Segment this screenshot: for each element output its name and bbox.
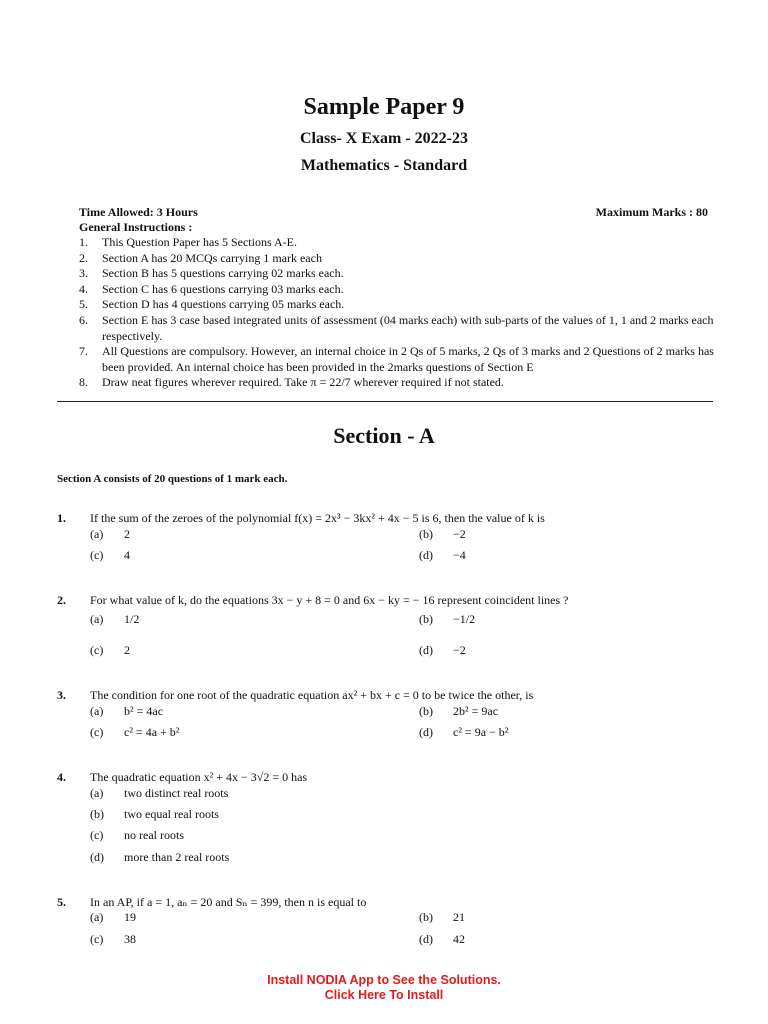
class-exam-subtitle: Class- X Exam - 2022-23 xyxy=(300,130,468,147)
option-label: (a) xyxy=(90,910,104,924)
paper-title: Sample Paper 9 xyxy=(303,94,465,120)
option-d xyxy=(419,725,508,740)
option-text: 42 xyxy=(453,932,465,946)
option-c xyxy=(90,828,184,843)
option-label: (a) xyxy=(90,786,104,800)
option-b xyxy=(419,612,475,627)
option-label: (d) xyxy=(419,932,433,946)
option-text: −4 xyxy=(453,548,466,562)
option-text: 4 xyxy=(124,548,130,562)
instruction-number: 1. xyxy=(79,235,88,249)
option-label: (b) xyxy=(419,527,433,541)
instruction-text: Section A has 20 MCQs carrying 1 mark each xyxy=(102,250,322,265)
option-a xyxy=(90,704,163,719)
instruction-number: 3. xyxy=(79,266,88,281)
question-text: In an AP, if a = 1, aₙ = 20 and Sₙ = 399, then n is equal to xyxy=(90,895,367,909)
question-number: 3. xyxy=(57,688,66,702)
option-text: 38 xyxy=(124,932,136,946)
option-d xyxy=(419,643,466,658)
section-divider xyxy=(57,401,713,402)
question-number: 2. xyxy=(57,593,66,607)
question-text: For what value of k, do the equations 3x − y + 8 = 0 and 6x − ky = − 16 represent coincident lines ? xyxy=(90,593,569,607)
option-text: 19 xyxy=(124,910,136,924)
option-label: (c) xyxy=(90,643,104,657)
option-label: (a) xyxy=(90,704,104,718)
option-label: (d) xyxy=(419,548,433,562)
option-label: (c) xyxy=(90,725,104,739)
option-label: (b) xyxy=(419,612,433,626)
instruction-item xyxy=(79,375,719,391)
question-5 xyxy=(57,895,717,915)
instruction-number: 5. xyxy=(79,297,88,312)
option-b xyxy=(90,807,219,822)
option-text: 2b² = 9ac xyxy=(453,704,499,718)
option-text: c² = 4a + b² xyxy=(124,725,180,739)
instruction-number: 6. xyxy=(79,312,88,327)
question-number: 4. xyxy=(57,770,66,784)
option-d xyxy=(90,850,229,865)
option-text: more than 2 real roots xyxy=(124,850,230,864)
maximum-marks: Maximum Marks : 80 xyxy=(595,205,708,219)
option-a xyxy=(90,527,130,542)
option-label: (d) xyxy=(419,643,433,657)
option-text: −2 xyxy=(453,643,466,657)
instruction-text: Section D has 4 questions carrying 05 marks each. xyxy=(102,297,345,312)
question-number: 5. xyxy=(57,895,66,909)
question-text: If the sum of the zeroes of the polynomial f(x) = 2x³ − 3kx² + 4x − 5 is 6, then the value of k is xyxy=(90,511,545,525)
time-allowed: Time Allowed: 3 Hours xyxy=(79,205,198,219)
instruction-item xyxy=(79,297,719,313)
option-d xyxy=(419,932,465,947)
option-label: (d) xyxy=(90,850,104,864)
option-c xyxy=(90,932,136,947)
option-text: b² = 4ac xyxy=(124,704,164,718)
question-text: The condition for one root of the quadratic equation ax² + bx + c = 0 to be twice the other, is xyxy=(90,688,534,702)
option-text: no real roots xyxy=(124,828,184,842)
option-b xyxy=(419,910,465,925)
instruction-item xyxy=(79,313,719,344)
option-c xyxy=(90,643,130,658)
general-instructions-heading: General Instructions : xyxy=(79,220,193,234)
instruction-number: 2. xyxy=(79,250,88,265)
option-label: (b) xyxy=(419,704,433,718)
section-note: Section A consists of 20 questions of 1 mark each. xyxy=(57,473,288,485)
option-text: two equal real roots xyxy=(124,807,219,821)
install-line-2[interactable]: Click Here To Install xyxy=(324,988,444,1002)
option-label: (d) xyxy=(419,725,433,739)
option-text: −2 xyxy=(453,527,466,541)
instruction-item xyxy=(79,266,719,282)
option-label: (a) xyxy=(90,612,104,626)
question-2 xyxy=(57,593,717,613)
instruction-item xyxy=(79,235,719,251)
option-text: 2 xyxy=(124,527,130,541)
option-text: 2 xyxy=(124,643,130,657)
install-app-link[interactable] xyxy=(0,973,768,1003)
instruction-item xyxy=(79,282,719,298)
option-b xyxy=(419,527,466,542)
option-c xyxy=(90,548,130,563)
instruction-text: Draw neat figures wherever required. Take π = 22/7 wherever required if not stated. xyxy=(102,375,504,390)
instruction-text: Section C has 6 questions carrying 03 marks each. xyxy=(102,281,344,296)
instruction-text: All Questions are compulsory. However, an internal choice in 2 Qs of 5 marks, 2 Qs of 3 marks and 2 Questions of 2 marks has been provided. An internal choice has been provided in the 2marks questions of Section E xyxy=(102,344,714,374)
option-a xyxy=(90,910,136,925)
instruction-text: Section B has 5 questions carrying 02 marks each. xyxy=(102,266,344,281)
option-text: 21 xyxy=(453,910,465,924)
option-label: (a) xyxy=(90,527,104,541)
instruction-number: 4. xyxy=(79,281,88,296)
option-label: (b) xyxy=(419,910,433,924)
option-text: −1/2 xyxy=(453,612,476,626)
instructions-list xyxy=(79,235,719,391)
question-number: 1. xyxy=(57,511,66,525)
instruction-number: 8. xyxy=(79,375,88,390)
section-title: Section - A xyxy=(333,423,435,448)
option-b xyxy=(419,704,498,719)
option-label: (c) xyxy=(90,932,104,946)
question-1 xyxy=(57,511,717,571)
option-a xyxy=(90,786,228,801)
option-text: c² = 9a − b² xyxy=(453,725,509,739)
instruction-item xyxy=(79,251,719,267)
install-line-1[interactable]: Install NODIA App to See the Solutions. xyxy=(267,973,501,987)
instruction-number: 7. xyxy=(79,344,88,359)
option-text: 1/2 xyxy=(124,612,140,626)
option-label: (c) xyxy=(90,828,104,842)
subject-subtitle: Mathematics - Standard xyxy=(300,157,468,174)
question-text: The quadratic equation x² + 4x − 3√2 = 0 has xyxy=(90,770,308,784)
option-label: (b) xyxy=(90,807,104,821)
instruction-text: This Question Paper has 5 Sections A-E. xyxy=(102,235,297,249)
instruction-item xyxy=(79,344,719,375)
option-d xyxy=(419,548,466,563)
option-label: (c) xyxy=(90,548,104,562)
option-c xyxy=(90,725,179,740)
option-text: two distinct real roots xyxy=(124,786,229,800)
option-a xyxy=(90,612,139,627)
instruction-text: Section E has 3 case based integrated units of assessment (04 marks each) with sub-parts of the values of 1, 1 and 2 marks each respectively. xyxy=(102,312,714,343)
